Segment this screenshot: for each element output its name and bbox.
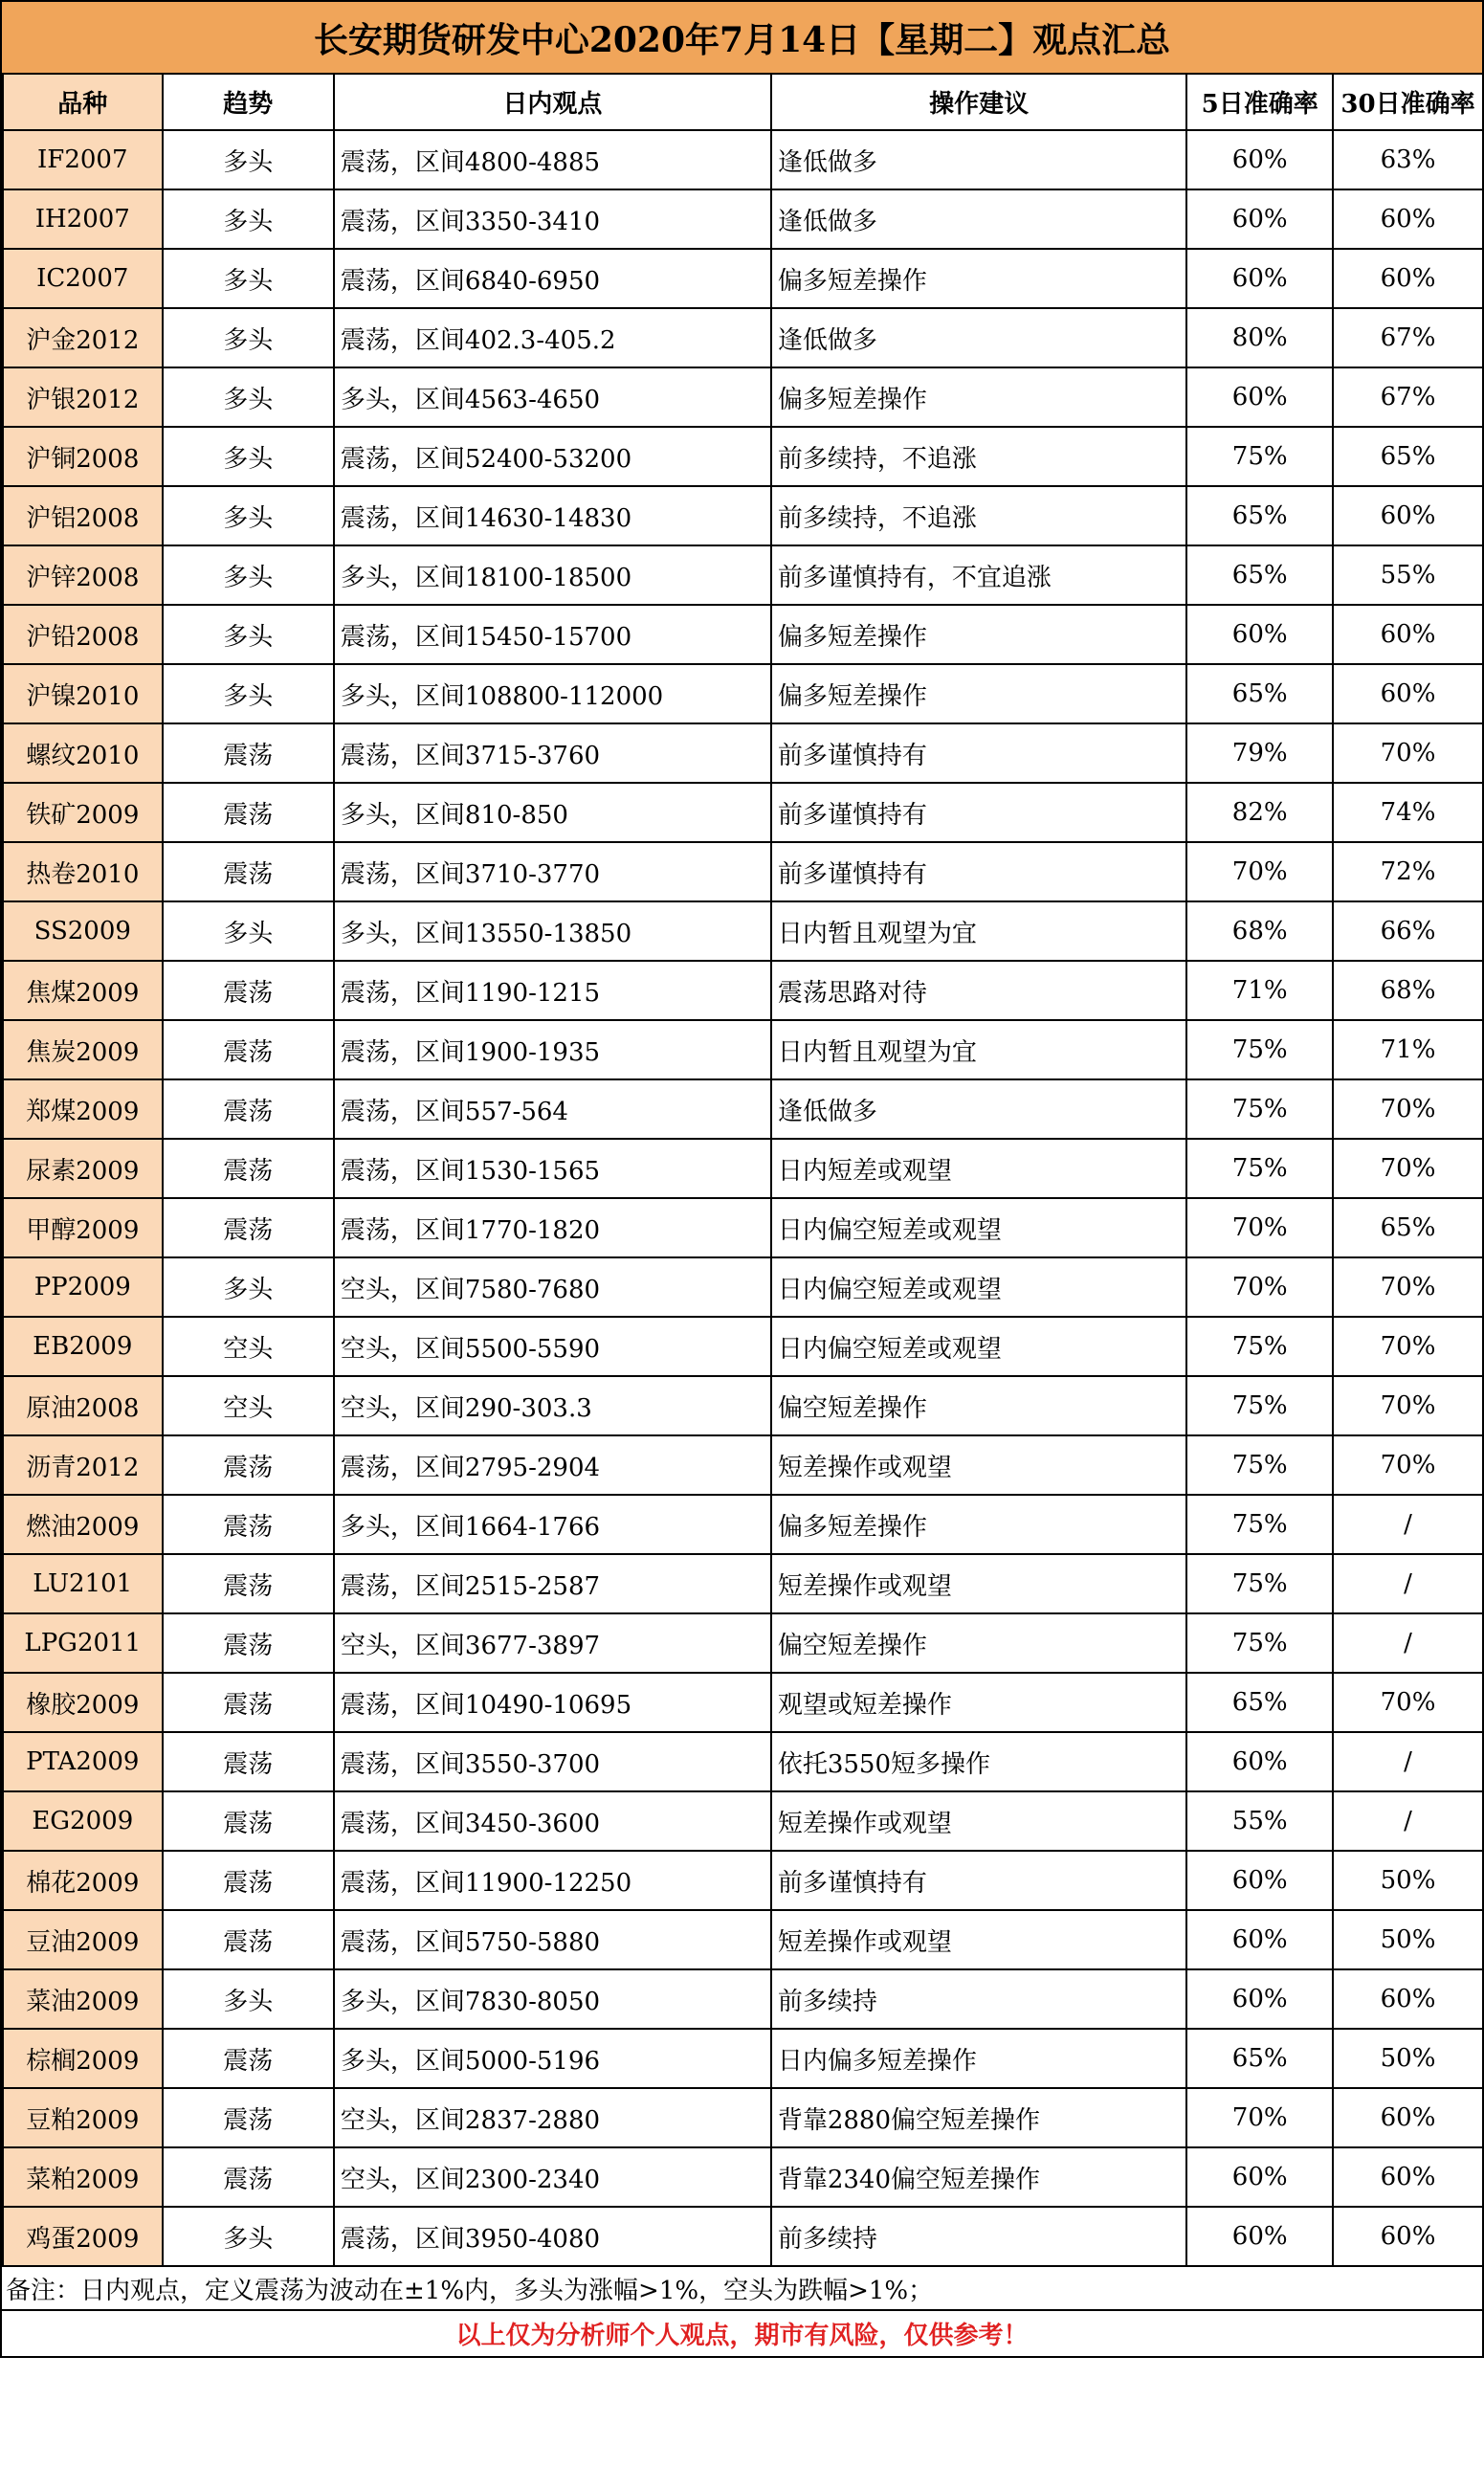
cell-intraday-view: 震荡，区间3715-3760 <box>334 723 771 783</box>
cell-variety: 铁矿2009 <box>3 783 163 842</box>
table-row <box>3 1851 1483 1910</box>
cell-5day-accuracy: 60% <box>1186 249 1333 308</box>
table-row <box>3 308 1483 367</box>
cell-30day-accuracy: 60% <box>1333 605 1483 664</box>
table-row <box>3 427 1483 486</box>
cell-variety: 焦煤2009 <box>3 961 163 1020</box>
cell-30day-accuracy: 72% <box>1333 842 1483 901</box>
cell-variety: 焦炭2009 <box>3 1020 163 1079</box>
table-row <box>3 1910 1483 1969</box>
cell-intraday-view: 多头，区间108800-112000 <box>334 664 771 723</box>
cell-variety: 沪铅2008 <box>3 605 163 664</box>
cell-trend: 多头 <box>163 2207 334 2266</box>
cell-intraday-view: 多头，区间4563-4650 <box>334 367 771 427</box>
cell-5day-accuracy: 65% <box>1186 486 1333 545</box>
cell-advice: 偏空短差操作 <box>771 1376 1187 1435</box>
cell-trend: 多头 <box>163 486 334 545</box>
cell-variety: IF2007 <box>3 130 163 189</box>
cell-variety: 沪铝2008 <box>3 486 163 545</box>
cell-intraday-view: 震荡，区间11900-12250 <box>334 1851 771 1910</box>
table-row <box>3 723 1483 783</box>
table-row <box>3 1198 1483 1257</box>
cell-30day-accuracy: 65% <box>1333 1198 1483 1257</box>
cell-5day-accuracy: 70% <box>1186 842 1333 901</box>
cell-advice: 前多谨慎持有 <box>771 1851 1187 1910</box>
cell-intraday-view: 多头，区间5000-5196 <box>334 2029 771 2088</box>
header-advice: 操作建议 <box>771 75 1187 130</box>
header-row <box>3 75 1483 130</box>
table-row <box>3 901 1483 961</box>
cell-30day-accuracy: 74% <box>1333 783 1483 842</box>
table-row <box>3 249 1483 308</box>
cell-30day-accuracy: 60% <box>1333 486 1483 545</box>
cell-30day-accuracy: 70% <box>1333 1139 1483 1198</box>
cell-5day-accuracy: 75% <box>1186 1554 1333 1613</box>
cell-advice: 日内暂且观望为宜 <box>771 1020 1187 1079</box>
cell-advice: 逢低做多 <box>771 189 1187 249</box>
cell-trend: 震荡 <box>163 1435 334 1495</box>
cell-advice: 前多续持，不追涨 <box>771 486 1187 545</box>
cell-5day-accuracy: 60% <box>1186 2147 1333 2207</box>
cell-5day-accuracy: 70% <box>1186 1198 1333 1257</box>
table-row <box>3 486 1483 545</box>
cell-advice: 背靠2340偏空短差操作 <box>771 2147 1187 2207</box>
table-row <box>3 1673 1483 1732</box>
cell-trend: 震荡 <box>163 1910 334 1969</box>
cell-5day-accuracy: 60% <box>1186 1969 1333 2029</box>
cell-trend: 震荡 <box>163 2147 334 2207</box>
cell-advice: 前多续持，不追涨 <box>771 427 1187 486</box>
cell-trend: 多头 <box>163 545 334 605</box>
cell-variety: 鸡蛋2009 <box>3 2207 163 2266</box>
cell-trend: 震荡 <box>163 783 334 842</box>
table-row <box>3 1732 1483 1791</box>
cell-30day-accuracy: 60% <box>1333 249 1483 308</box>
cell-trend: 震荡 <box>163 1554 334 1613</box>
cell-variety: IC2007 <box>3 249 163 308</box>
cell-trend: 多头 <box>163 1257 334 1317</box>
cell-trend: 多头 <box>163 427 334 486</box>
cell-5day-accuracy: 60% <box>1186 367 1333 427</box>
cell-5day-accuracy: 70% <box>1186 1257 1333 1317</box>
cell-advice: 前多谨慎持有 <box>771 723 1187 783</box>
table-row <box>3 1257 1483 1317</box>
table-row <box>3 2029 1483 2088</box>
cell-5day-accuracy: 71% <box>1186 961 1333 1020</box>
cell-advice: 日内短差或观望 <box>771 1139 1187 1198</box>
cell-5day-accuracy: 60% <box>1186 605 1333 664</box>
cell-intraday-view: 空头，区间7580-7680 <box>334 1257 771 1317</box>
footnote: 备注：日内观点，定义震荡为波动在±1%内，多头为涨幅>1%，空头为跌幅>1%； <box>2 2267 1482 2311</box>
cell-trend: 空头 <box>163 1376 334 1435</box>
cell-intraday-view: 震荡，区间1190-1215 <box>334 961 771 1020</box>
table-row <box>3 2147 1483 2207</box>
table-row <box>3 1317 1483 1376</box>
cell-advice: 日内偏多短差操作 <box>771 2029 1187 2088</box>
cell-advice: 逢低做多 <box>771 130 1187 189</box>
cell-30day-accuracy: 70% <box>1333 1079 1483 1139</box>
table-row <box>3 1554 1483 1613</box>
cell-intraday-view: 震荡，区间557-564 <box>334 1079 771 1139</box>
table-row <box>3 2088 1483 2147</box>
table-row <box>3 1613 1483 1673</box>
cell-trend: 多头 <box>163 189 334 249</box>
cell-variety: EB2009 <box>3 1317 163 1376</box>
cell-advice: 偏多短差操作 <box>771 664 1187 723</box>
cell-advice: 震荡思路对待 <box>771 961 1187 1020</box>
header-trend: 趋势 <box>163 75 334 130</box>
cell-variety: 棕榈2009 <box>3 2029 163 2088</box>
cell-5day-accuracy: 75% <box>1186 1079 1333 1139</box>
table-row <box>3 783 1483 842</box>
cell-intraday-view: 多头，区间810-850 <box>334 783 771 842</box>
cell-5day-accuracy: 55% <box>1186 1791 1333 1851</box>
cell-5day-accuracy: 75% <box>1186 427 1333 486</box>
cell-variety: 沪镍2010 <box>3 664 163 723</box>
cell-30day-accuracy: / <box>1333 1495 1483 1554</box>
cell-variety: 原油2008 <box>3 1376 163 1435</box>
cell-intraday-view: 多头，区间13550-13850 <box>334 901 771 961</box>
cell-advice: 日内暂且观望为宜 <box>771 901 1187 961</box>
cell-trend: 震荡 <box>163 723 334 783</box>
cell-variety: PTA2009 <box>3 1732 163 1791</box>
cell-intraday-view: 多头，区间1664-1766 <box>334 1495 771 1554</box>
cell-advice: 前多续持 <box>771 2207 1187 2266</box>
cell-trend: 震荡 <box>163 1495 334 1554</box>
cell-30day-accuracy: / <box>1333 1732 1483 1791</box>
cell-30day-accuracy: 70% <box>1333 1673 1483 1732</box>
cell-5day-accuracy: 65% <box>1186 545 1333 605</box>
cell-intraday-view: 空头，区间2300-2340 <box>334 2147 771 2207</box>
table-row <box>3 367 1483 427</box>
cell-30day-accuracy: 70% <box>1333 1435 1483 1495</box>
cell-intraday-view: 震荡，区间10490-10695 <box>334 1673 771 1732</box>
cell-intraday-view: 震荡，区间402.3-405.2 <box>334 308 771 367</box>
cell-30day-accuracy: 66% <box>1333 901 1483 961</box>
cell-variety: 尿素2009 <box>3 1139 163 1198</box>
cell-5day-accuracy: 75% <box>1186 1020 1333 1079</box>
header-intraday-view: 日内观点 <box>334 75 771 130</box>
cell-advice: 短差操作或观望 <box>771 1435 1187 1495</box>
cell-intraday-view: 震荡，区间2515-2587 <box>334 1554 771 1613</box>
cell-30day-accuracy: 70% <box>1333 1317 1483 1376</box>
cell-intraday-view: 震荡，区间3450-3600 <box>334 1791 771 1851</box>
cell-30day-accuracy: 67% <box>1333 367 1483 427</box>
cell-trend: 震荡 <box>163 1673 334 1732</box>
cell-advice: 前多谨慎持有 <box>771 842 1187 901</box>
cell-trend: 震荡 <box>163 1613 334 1673</box>
table-row <box>3 605 1483 664</box>
cell-variety: 燃油2009 <box>3 1495 163 1554</box>
cell-intraday-view: 空头，区间2837-2880 <box>334 2088 771 2147</box>
cell-30day-accuracy: 65% <box>1333 427 1483 486</box>
cell-intraday-view: 震荡，区间3950-4080 <box>334 2207 771 2266</box>
cell-variety: 沪银2012 <box>3 367 163 427</box>
table-row <box>3 1969 1483 2029</box>
cell-30day-accuracy: 60% <box>1333 189 1483 249</box>
cell-advice: 偏多短差操作 <box>771 605 1187 664</box>
cell-trend: 多头 <box>163 1969 334 2029</box>
cell-30day-accuracy: 60% <box>1333 2207 1483 2266</box>
cell-intraday-view: 空头，区间3677-3897 <box>334 1613 771 1673</box>
cell-advice: 偏多短差操作 <box>771 367 1187 427</box>
cell-30day-accuracy: / <box>1333 1613 1483 1673</box>
header-5day-accuracy: 5日准确率 <box>1186 75 1333 130</box>
cell-intraday-view: 空头，区间290-303.3 <box>334 1376 771 1435</box>
cell-30day-accuracy: 60% <box>1333 2088 1483 2147</box>
table-row <box>3 1435 1483 1495</box>
cell-advice: 日内偏空短差或观望 <box>771 1257 1187 1317</box>
cell-variety: 沥青2012 <box>3 1435 163 1495</box>
cell-variety: 甲醇2009 <box>3 1198 163 1257</box>
cell-30day-accuracy: 60% <box>1333 1969 1483 2029</box>
cell-5day-accuracy: 68% <box>1186 901 1333 961</box>
cell-trend: 多头 <box>163 130 334 189</box>
cell-variety: 沪金2012 <box>3 308 163 367</box>
cell-variety: SS2009 <box>3 901 163 961</box>
header-variety: 品种 <box>3 75 163 130</box>
cell-variety: 沪铜2008 <box>3 427 163 486</box>
disclaimer: 以上仅为分析师个人观点，期市有风险，仅供参考！ <box>455 2322 1029 2350</box>
cell-30day-accuracy: 70% <box>1333 1376 1483 1435</box>
header-30day-accuracy: 30日准确率 <box>1333 75 1483 130</box>
cell-5day-accuracy: 60% <box>1186 1732 1333 1791</box>
cell-trend: 多头 <box>163 367 334 427</box>
cell-5day-accuracy: 79% <box>1186 723 1333 783</box>
cell-advice: 偏多短差操作 <box>771 1495 1187 1554</box>
cell-trend: 震荡 <box>163 1198 334 1257</box>
cell-advice: 偏空短差操作 <box>771 1613 1187 1673</box>
cell-trend: 空头 <box>163 1317 334 1376</box>
cell-trend: 震荡 <box>163 1139 334 1198</box>
cell-advice: 前多续持 <box>771 1969 1187 2029</box>
cell-intraday-view: 空头，区间5500-5590 <box>334 1317 771 1376</box>
cell-intraday-view: 震荡，区间5750-5880 <box>334 1910 771 1969</box>
cell-intraday-view: 震荡，区间6840-6950 <box>334 249 771 308</box>
table-row <box>3 842 1483 901</box>
table-row <box>3 1791 1483 1851</box>
cell-trend: 震荡 <box>163 1020 334 1079</box>
cell-5day-accuracy: 75% <box>1186 1495 1333 1554</box>
table-row <box>3 189 1483 249</box>
cell-5day-accuracy: 65% <box>1186 2029 1333 2088</box>
cell-30day-accuracy: 63% <box>1333 130 1483 189</box>
table-row <box>3 961 1483 1020</box>
table-row <box>3 545 1483 605</box>
cell-variety: IH2007 <box>3 189 163 249</box>
cell-intraday-view: 震荡，区间3550-3700 <box>334 1732 771 1791</box>
cell-intraday-view: 震荡，区间15450-15700 <box>334 605 771 664</box>
cell-advice: 日内偏空短差或观望 <box>771 1317 1187 1376</box>
cell-30day-accuracy: 50% <box>1333 2029 1483 2088</box>
cell-advice: 依托3550短多操作 <box>771 1732 1187 1791</box>
cell-advice: 背靠2880偏空短差操作 <box>771 2088 1187 2147</box>
cell-5day-accuracy: 75% <box>1186 1435 1333 1495</box>
cell-30day-accuracy: 50% <box>1333 1910 1483 1969</box>
table-row <box>3 664 1483 723</box>
cell-5day-accuracy: 60% <box>1186 130 1333 189</box>
cell-intraday-view: 震荡，区间2795-2904 <box>334 1435 771 1495</box>
cell-intraday-view: 震荡，区间1900-1935 <box>334 1020 771 1079</box>
cell-variety: 豆油2009 <box>3 1910 163 1969</box>
cell-variety: 棉花2009 <box>3 1851 163 1910</box>
cell-advice: 短差操作或观望 <box>771 1791 1187 1851</box>
cell-trend: 震荡 <box>163 1732 334 1791</box>
cell-variety: 豆粕2009 <box>3 2088 163 2147</box>
cell-advice: 逢低做多 <box>771 308 1187 367</box>
cell-intraday-view: 震荡，区间3710-3770 <box>334 842 771 901</box>
cell-30day-accuracy: / <box>1333 1554 1483 1613</box>
cell-variety: LPG2011 <box>3 1613 163 1673</box>
cell-intraday-view: 震荡，区间1770-1820 <box>334 1198 771 1257</box>
cell-5day-accuracy: 60% <box>1186 1910 1333 1969</box>
cell-trend: 多头 <box>163 901 334 961</box>
cell-variety: 郑煤2009 <box>3 1079 163 1139</box>
cell-intraday-view: 震荡，区间14630-14830 <box>334 486 771 545</box>
cell-30day-accuracy: 70% <box>1333 723 1483 783</box>
cell-trend: 多头 <box>163 308 334 367</box>
table-row <box>3 1376 1483 1435</box>
cell-trend: 震荡 <box>163 842 334 901</box>
cell-5day-accuracy: 70% <box>1186 2088 1333 2147</box>
cell-trend: 多头 <box>163 249 334 308</box>
cell-intraday-view: 震荡，区间52400-53200 <box>334 427 771 486</box>
cell-30day-accuracy: 55% <box>1333 545 1483 605</box>
cell-30day-accuracy: 50% <box>1333 1851 1483 1910</box>
cell-trend: 震荡 <box>163 1851 334 1910</box>
cell-30day-accuracy: 60% <box>1333 2147 1483 2207</box>
cell-variety: LU2101 <box>3 1554 163 1613</box>
cell-5day-accuracy: 65% <box>1186 1673 1333 1732</box>
cell-5day-accuracy: 75% <box>1186 1613 1333 1673</box>
cell-variety: EG2009 <box>3 1791 163 1851</box>
cell-advice: 前多谨慎持有，不宜追涨 <box>771 545 1187 605</box>
cell-intraday-view: 震荡，区间1530-1565 <box>334 1139 771 1198</box>
cell-trend: 多头 <box>163 664 334 723</box>
cell-advice: 短差操作或观望 <box>771 1910 1187 1969</box>
cell-5day-accuracy: 80% <box>1186 308 1333 367</box>
cell-trend: 多头 <box>163 605 334 664</box>
cell-5day-accuracy: 60% <box>1186 1851 1333 1910</box>
sheet-title: 长安期货研发中心2020年7月14日【星期二】观点汇总 <box>2 2 1484 75</box>
cell-5day-accuracy: 75% <box>1186 1317 1333 1376</box>
cell-5day-accuracy: 82% <box>1186 783 1333 842</box>
cell-variety: PP2009 <box>3 1257 163 1317</box>
cell-30day-accuracy: 71% <box>1333 1020 1483 1079</box>
table-row <box>3 1139 1483 1198</box>
cell-30day-accuracy: 67% <box>1333 308 1483 367</box>
cell-trend: 震荡 <box>163 2088 334 2147</box>
cell-5day-accuracy: 60% <box>1186 2207 1333 2266</box>
cell-intraday-view: 震荡，区间4800-4885 <box>334 130 771 189</box>
cell-advice: 偏多短差操作 <box>771 249 1187 308</box>
table-body <box>3 130 1483 2266</box>
cell-30day-accuracy: / <box>1333 1791 1483 1851</box>
cell-intraday-view: 震荡，区间3350-3410 <box>334 189 771 249</box>
cell-advice: 短差操作或观望 <box>771 1554 1187 1613</box>
cell-trend: 震荡 <box>163 2029 334 2088</box>
table-row <box>3 2207 1483 2266</box>
cell-variety: 沪锌2008 <box>3 545 163 605</box>
views-table <box>2 75 1484 2267</box>
cell-variety: 菜油2009 <box>3 1969 163 2029</box>
cell-advice: 日内偏空短差或观望 <box>771 1198 1187 1257</box>
cell-advice: 逢低做多 <box>771 1079 1187 1139</box>
cell-5day-accuracy: 75% <box>1186 1376 1333 1435</box>
cell-trend: 震荡 <box>163 1791 334 1851</box>
cell-intraday-view: 多头，区间7830-8050 <box>334 1969 771 2029</box>
footer <box>2 2267 1484 2358</box>
cell-trend: 震荡 <box>163 961 334 1020</box>
table-row <box>3 1495 1483 1554</box>
cell-30day-accuracy: 68% <box>1333 961 1483 1020</box>
cell-variety: 菜粕2009 <box>3 2147 163 2207</box>
table-row <box>3 1079 1483 1139</box>
cell-intraday-view: 多头，区间18100-18500 <box>334 545 771 605</box>
cell-variety: 热卷2010 <box>3 842 163 901</box>
table-row <box>3 130 1483 189</box>
cell-5day-accuracy: 60% <box>1186 189 1333 249</box>
table-row <box>3 1020 1483 1079</box>
cell-variety: 螺纹2010 <box>3 723 163 783</box>
cell-5day-accuracy: 65% <box>1186 664 1333 723</box>
cell-30day-accuracy: 60% <box>1333 664 1483 723</box>
cell-variety: 橡胶2009 <box>3 1673 163 1732</box>
cell-advice: 观望或短差操作 <box>771 1673 1187 1732</box>
cell-5day-accuracy: 75% <box>1186 1139 1333 1198</box>
cell-advice: 前多谨慎持有 <box>771 783 1187 842</box>
cell-30day-accuracy: 70% <box>1333 1257 1483 1317</box>
cell-trend: 震荡 <box>163 1079 334 1139</box>
